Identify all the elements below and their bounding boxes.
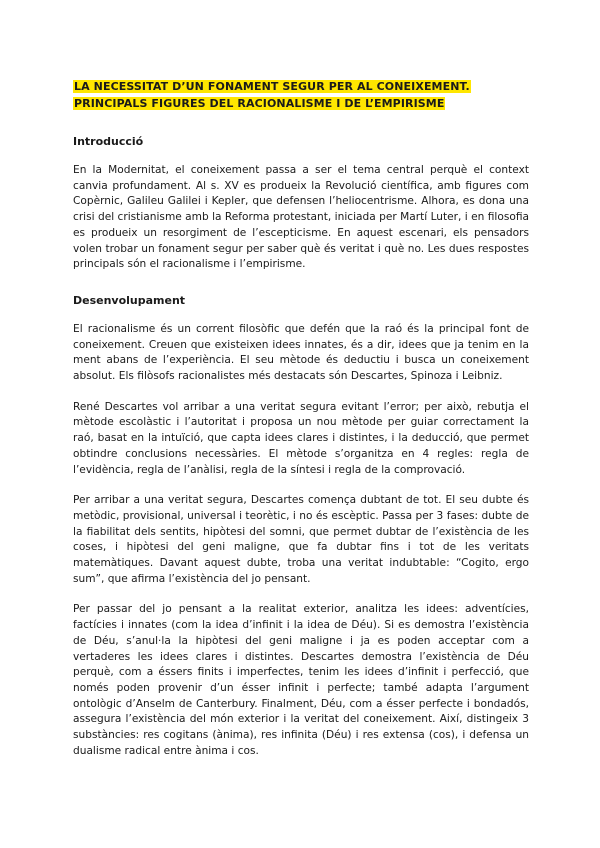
paragraph-rationalism: El racionalisme és un corrent filosòfic que defén que la raó és la principal font de coneixement. Creuen que existeixen idees innates, és a dir, idees que ja tenim en la ment abans de l’experiència. El seu mètode és deductiu i busca un coneixement absolut. Els filòsofs racionalistes més destacats són Descartes, Spinoza i Leibniz. bbox=[73, 322, 529, 383]
title-highlight: LA NECESSITAT D’UN FONAMENT SEGUR PER AL CONEIXEMENT. PRINCIPALS FIGURES DEL RACIONALISME I DE L’EMPIRISME bbox=[74, 80, 470, 110]
section-heading-development: Desenvolupament bbox=[73, 293, 186, 307]
paragraph-methodical-doubt: Per arribar a una veritat segura, Descartes comença dubtant de tot. El seu dubte és metòdic, provisional, universal i teorètic, i no és escèptic. Passa per 3 fases: dubte de la fiabilitat dels sentits, hipòtesi del somni, que permet dubtar de l’existència de les coses, i hipòtesi del geni maligne, que fa dubtar fins i tot de les veritats matemàtiques. Davant aquest dubte, troba una veritat indubtable: “Cogito, ergo sum”, que afirma l’existència del jo pensant. bbox=[73, 494, 529, 585]
section-heading-introduction: Introducció bbox=[73, 135, 144, 148]
paragraph-god-and-substances: Per passar del jo pensant a la realitat exterior, analitza les idees: adventícies, factícies i innates (com la idea d’infinit i la idea de Déu). Si es demostra l’existència de Déu, s’anul·la la hipòtesi del geni maligne i ja es poden acceptar com a vertaderes les idees clares i distintes. Descartes demostra l’existència de Déu perquè, com a éssers finits i imperfectes, tenim les idees d’infinit i perfecció, que només poden provenir d’un ésser infinit i perfecte; també adapta l’argument ontològic d’Anselm de Canterbury. Finalment, Déu, com a ésser perfecte i bondadós, assegura l’existència del món exterior i la veritat del coneixement. Així, distingeix 3 substàncies: res cogitans (ànima), res infinita (Déu) i res extensa (cos), i defensa un dualisme radical entre ànima i cos. bbox=[73, 603, 529, 757]
paragraph-descartes-method: René Descartes vol arribar a una veritat segura evitant l’error; per això, rebutja el mètode escolàstic i l’autoritat i proposa un nou mètode per guiar correctament la raó, basat en la intuïció, que capta idees clares i distintes, i la deducció, que permet obtindre conclusions necessàries. El mètode s’organitza en 4 regles: regla de l’evidència, regla de l’anàlisi, regla de la síntesi i regla de la comprovació. bbox=[73, 400, 529, 476]
document-page bbox=[73, 78, 529, 775]
document-title bbox=[73, 78, 529, 112]
paragraph-introduction: En la Modernitat, el coneixement passa a ser el tema central perquè el context canvia profundament. Al s. XV es produeix la Revolució científica, amb figures com Copèrnic, Galileu Galilei i Kepler, que defensen l’heliocentrisme. Alhora, es dona una crisi del cristianisme amb la Reforma protestant, iniciada per Martí Luter, i en filosofia es produeix un resorgiment de l’escepticisme. En aquest escenari, els pensadors volen trobar un fonament segur per saber què és veritat i què no. Les dues respostes principals són el racionalisme i l’empirisme. bbox=[73, 164, 529, 271]
